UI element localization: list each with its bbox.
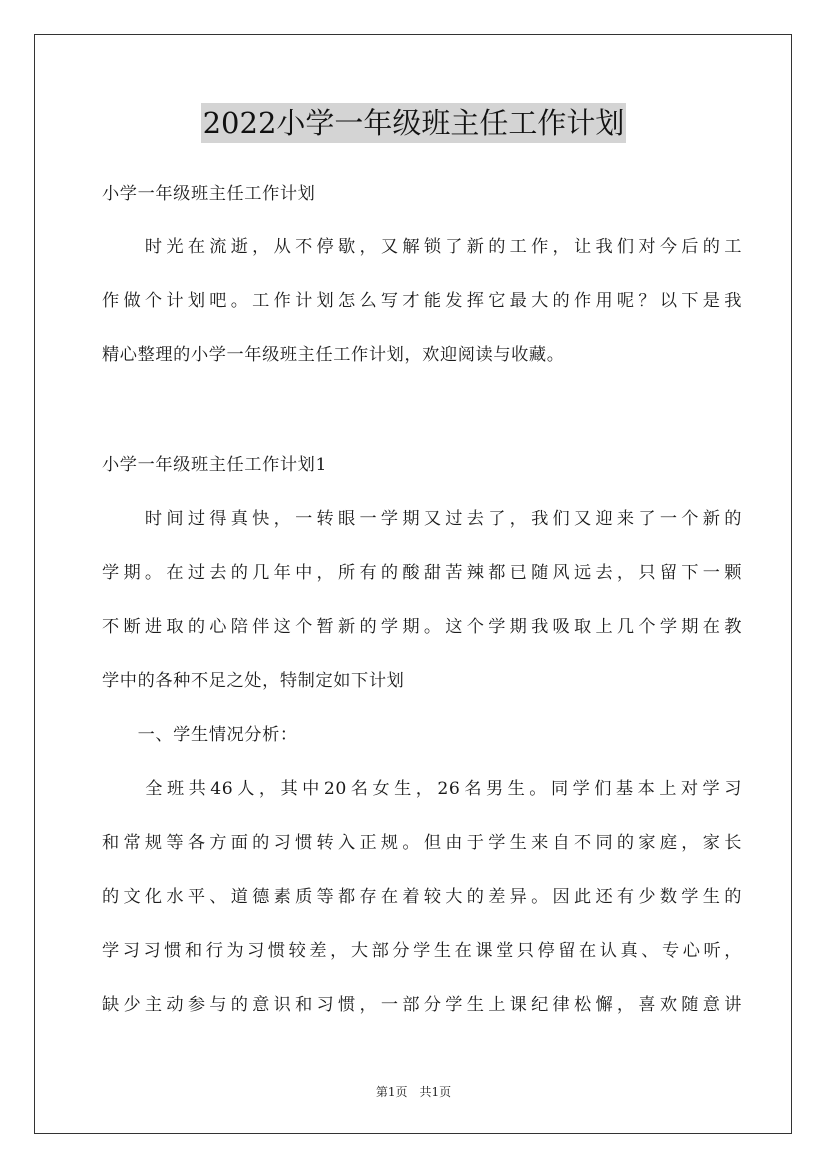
section-heading: 小学一年级班主任工作计划1 (102, 455, 327, 475)
paragraph-line: 不断进取的心陪伴这个暂新的学期。这个学期我吸取上几个学期在教 (102, 617, 742, 637)
title-container (0, 103, 827, 143)
paragraph-line: 的文化水平、道德素质等都存在着较大的差异。因此还有少数学生的 (102, 887, 742, 907)
paragraph-line: 和常规等各方面的习惯转入正规。但由于学生来自不同的家庭，家长 (102, 833, 742, 853)
paragraph-line: 时光在流逝，从不停歇，又解锁了新的工作，让我们对今后的工 (102, 237, 742, 257)
paragraph-line: 学习习惯和行为习惯较差，大部分学生在课堂只停留在认真、专心听， (102, 941, 742, 961)
section-heading: 小学一年级班主任工作计划 (102, 184, 316, 204)
paragraph-line: 缺少主动参与的意识和习惯，一部分学生上课纪律松懈，喜欢随意讲 (102, 995, 742, 1015)
document-title: 2022小学一年级班主任工作计划 (201, 103, 627, 143)
paragraph-line: 全班共46人，其中20名女生，26名男生。同学们基本上对学习 (102, 779, 742, 799)
paragraph-line: 精心整理的小学一年级班主任工作计划，欢迎阅读与收藏。 (102, 345, 565, 365)
paragraph-line: 时间过得真快，一转眼一学期又过去了，我们又迎来了一个新的 (102, 509, 742, 529)
page-footer: 第1页 共1页 (375, 1085, 452, 1099)
subsection-heading: 一、学生情况分析： (102, 725, 298, 745)
paragraph-line: 作做个计划吧。工作计划怎么写才能发挥它最大的作用呢？以下是我 (102, 291, 742, 311)
paragraph-line: 学中的各种不足之处，特制定如下计划 (102, 671, 405, 691)
paragraph-line: 学期。在过去的几年中，所有的酸甜苦辣都已随风远去，只留下一颗 (102, 563, 742, 583)
